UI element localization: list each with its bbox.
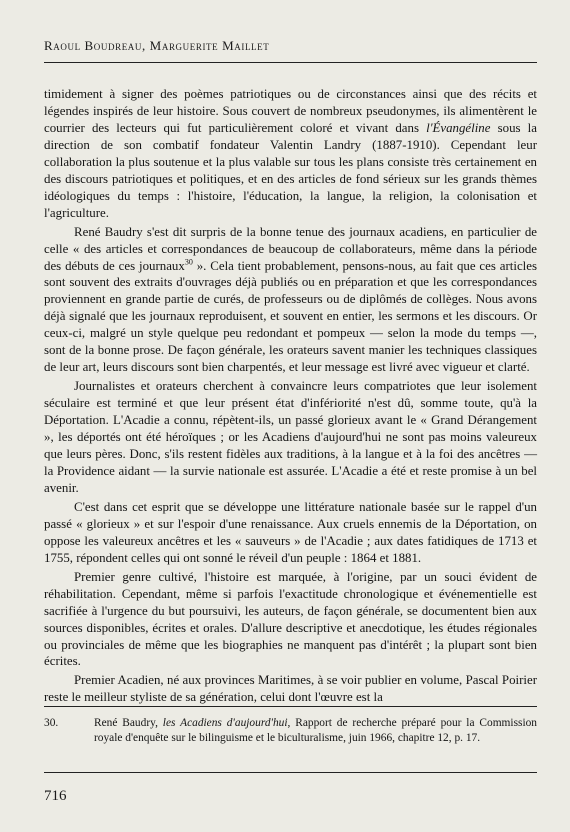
paragraph-5: Premier genre cultivé, l'histoire est marquée, à l'origine, par un souci évident de réhabilitation. Cependant, même si parfois l'exactitude chronologique et événementielle est sacrifiée à l'urgence du but poursuivi, les auteurs, de façon générale, se documentent bien aux sources disponibles, écrites et orales. D'allure descriptive et anecdotique, les études régionales ou provinciales de même que les biographies ne manquent pas d'intérêt ; la plupart sont bien écrites. <box>44 569 537 669</box>
footnote-reference[interactable]: 30 <box>184 257 193 267</box>
newspaper-title: l'Évangéline <box>426 120 491 135</box>
body-text <box>44 86 537 706</box>
footnote-author: René Baudry, <box>94 717 163 729</box>
paragraph-2 <box>44 224 537 377</box>
page-number: 716 <box>44 788 67 804</box>
paragraph-4: C'est dans cet esprit que se développe une littérature nationale basée sur le rappel d'un passé « glorieux » et sur l'espoir d'une renaissance. Aux cruels ennemis de la Déportation, on oppose les valeureux ancêtres et les « sauveurs » de l'Acadie ; aux dates fatidiques de 1713 et 1755, répondent celles qui ont sonné le réveil d'un peuple : 1864 et 1881. <box>44 499 537 565</box>
paragraph-2-text-b: ». Cela tient probablement, pensons-nous, au fait que ces articles sont souvent des extraits d'ouvrages déjà publiés ou en préparation et que les correspondances proviennent en grande partie de curés, de professeurs ou de diplômés de collèges. Nous avons déjà signalé que les journaux reproduisent, et souvent en entier, les sermons et les discours. Or ceux-ci, malgré un style quelque peu redondant et pompeux — selon la mode du temps —, sont de la bonne prose. De façon générale, les orateurs savent manier les techniques classiques de leur art, leurs discours sont bien charpentés, et leur message est livré avec vigueur et clarté. <box>44 258 537 375</box>
header-rule <box>44 62 537 63</box>
paragraph-2-text-a: René Baudry s'est dit surpris de la bonne tenue des journaux acadiens, en particulier de celle « des articles et correspondances de beaucoup de collaborateurs, même dans la période des débuts de ces journaux <box>44 224 537 273</box>
paragraph-1-text-a: timidement à signer des poèmes patriotiques ou de circonstances ainsi que des récits et légendes inspirés de leur histoire. Sous couvert de nombreux pseudonymes, ils alimentèrent le courrier des lecteurs qui fut particulièrement coloré et vivant dans <box>44 87 537 135</box>
footnote <box>44 716 537 745</box>
footnote-details: , Rapport de recherche préparé pour la Commission royale d'enquête sur le bilinguisme et le biculturalisme, juin 1966, chapitre 12, p. 17. <box>94 717 538 744</box>
running-head: Raoul Boudreau, Marguerite Maillet <box>44 38 270 53</box>
paragraph-1 <box>44 86 537 222</box>
footnote-rule <box>44 706 537 707</box>
paragraph-6: Premier Acadien, né aux provinces Maritimes, à se voir publier en volume, Pascal Poirier reste le meilleur styliste de sa génération, celui dont l'œuvre est la <box>44 673 537 705</box>
paragraph-3: Journalistes et orateurs cherchent à convaincre leurs compatriotes que leur isolement séculaire est terminé et que leur présent état d'infériorité n'est dû, somme toute, qu'à la Déportation. L'Acadie a connu, répètent-ils, un passé glorieux avant le « Grand Dérangement », les déportés ont été héroïques ; or les Acadiens d'aujourd'hui ne sont pas moins valeureux que leurs pères. Donc, s'ils restent fidèles aux traditions, à la langue et à la foi des ancêtres — la Providence aidant — la survie nationale est assurée. L'Acadie a été et reste promise à un bel avenir. <box>44 379 537 495</box>
footnote-number: 30. <box>44 717 59 729</box>
footnote-text <box>94 716 537 745</box>
paragraph-1-text-b: sous la direction de son combatif fondateur Valentin Landry (1887-1910). Cependant leur collaboration la plus soutenue et la plus valable sur tous les plans consiste très certainement en des discours patriotiques et politiques, et en des articles de fond sérieux sur les grands thèmes idéologiques du temps : l'histoire, l'éducation, la langue, la religion, la colonisation et l'agriculture. <box>44 120 537 220</box>
footer-rule <box>44 772 537 773</box>
footnote-title: les Acadiens d'aujourd'hui <box>162 717 288 729</box>
